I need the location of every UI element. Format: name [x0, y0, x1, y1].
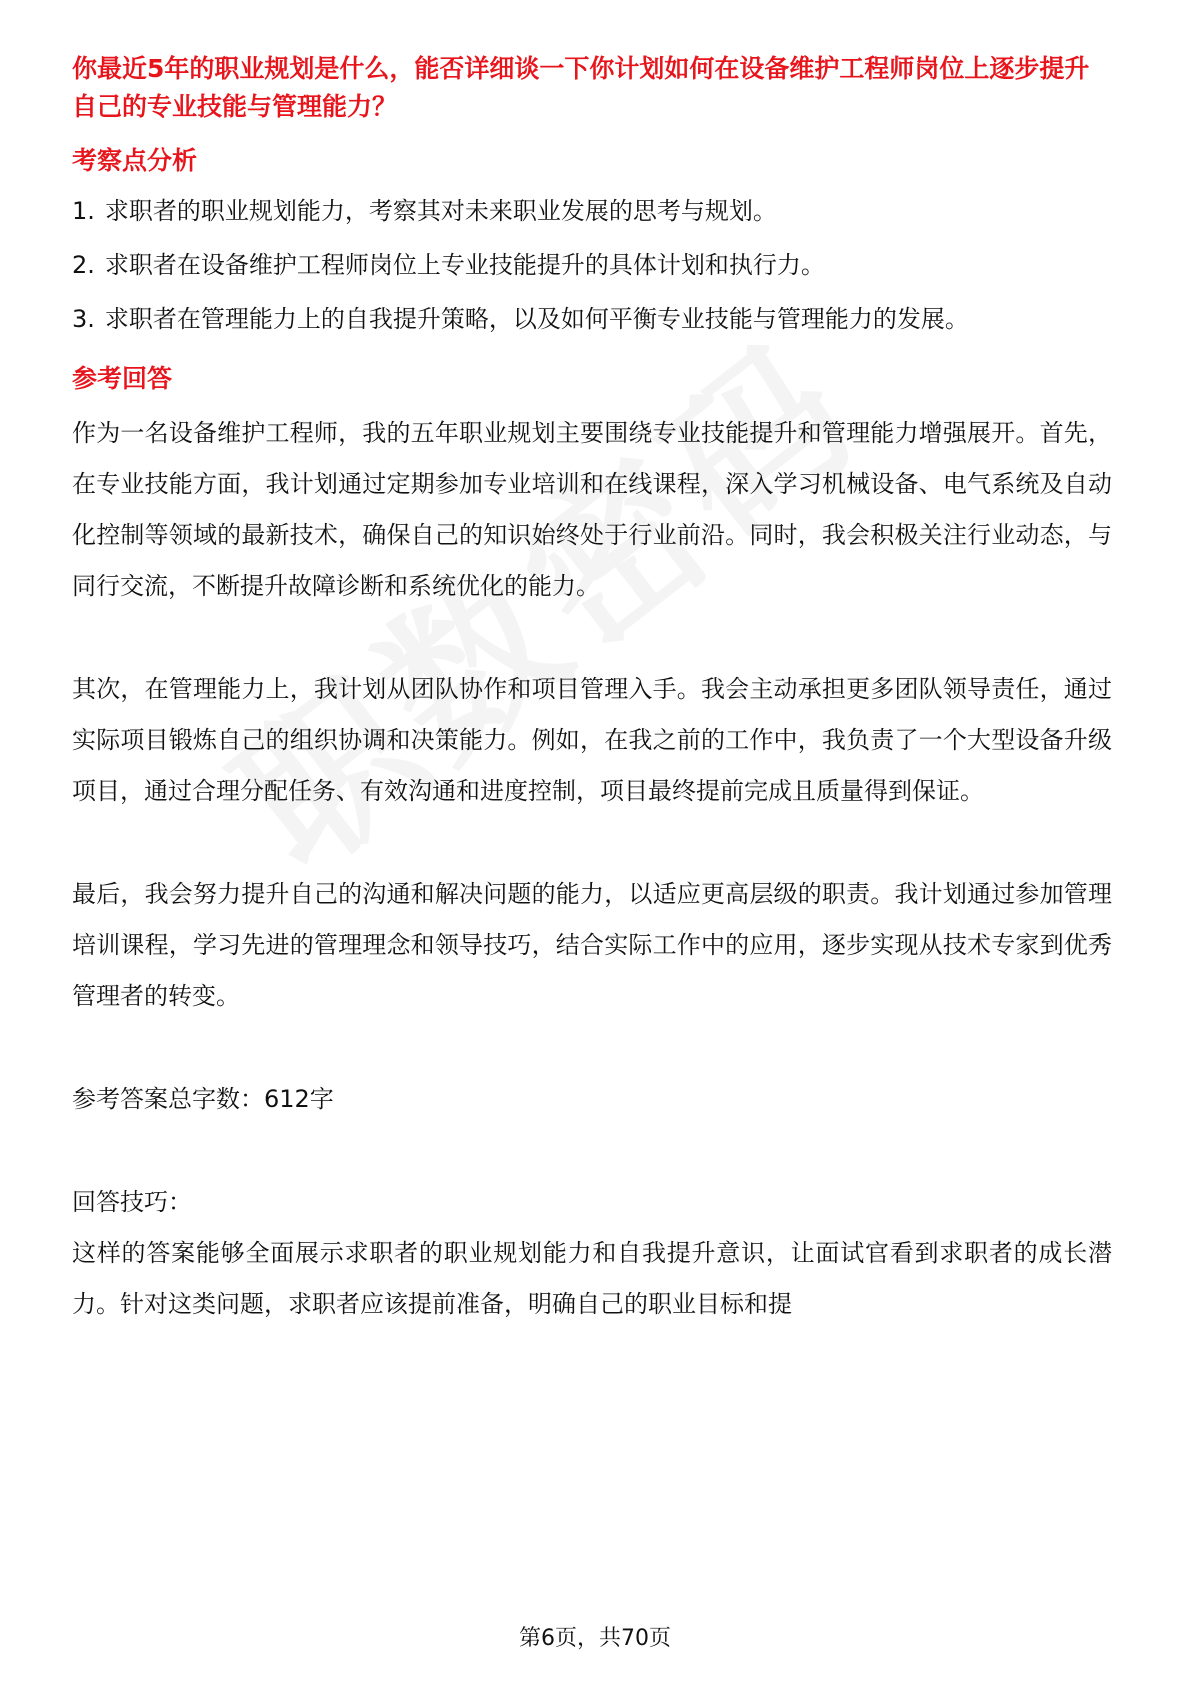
point-number: 2. — [72, 251, 95, 279]
paragraph-gap — [72, 817, 1112, 869]
analysis-point — [72, 244, 1112, 286]
answer-heading: 参考回答 — [72, 364, 173, 393]
paragraph-gap — [72, 612, 1112, 664]
answer-paragraph: 作为一名设备维护工程师，我的五年职业规划主要围绕专业技能提升和管理能力增强展开。首先，在专业技能方面，我计划通过定期参加专业培训和在线课程，深入学习机械设备、电气系统及自动化控制等领域的最新技术，确保自己的知识始终处于行业前沿。同时，我会积极关注行业动态，与同行交流，不断提升故障诊断和系统优化的能力。 — [72, 419, 1112, 600]
point-text: 求职者的职业规划能力，考察其对未来职业发展的思考与规划。 — [104, 197, 777, 225]
point-text: 求职者在设备维护工程师岗位上专业技能提升的具体计划和执行力。 — [104, 251, 825, 279]
page-number-footer: 第6页，共70页 — [519, 1626, 671, 1651]
answer-paragraph: 其次，在管理能力上，我计划从团队协作和项目管理入手。我会主动承担更多团队领导责任，通过实际项目锻炼自己的组织协调和决策能力。例如，在我之前的工作中，我负责了一个大型设备升级项目，通过合理分配任务、有效沟通和进度控制，项目最终提前完成且质量得到保证。 — [72, 675, 1112, 805]
word-count: 参考答案总字数：612字 — [72, 1085, 334, 1113]
tips-heading: 回答技巧： — [72, 1188, 192, 1216]
paragraph-gap — [72, 1022, 1112, 1074]
question-title: 你最近5年的职业规划是什么，能否详细谈一下你计划如何在设备维护工程师岗位上逐步提升自己的专业技能与管理能力？ — [72, 54, 1090, 121]
point-text: 求职者在管理能力上的自我提升策略，以及如何平衡专业技能与管理能力的发展。 — [104, 305, 969, 333]
point-number: 3. — [72, 305, 95, 333]
analysis-heading: 考察点分析 — [72, 146, 198, 175]
answer-paragraph: 最后，我会努力提升自己的沟通和解决问题的能力，以适应更高层级的职责。我计划通过参加管理培训课程，学习先进的管理理念和领导技巧，结合实际工作中的应用，逐步实现从技术专家到优秀管理者的转变。 — [72, 880, 1112, 1010]
point-number: 1. — [72, 197, 95, 225]
paragraph-gap — [72, 1125, 1112, 1177]
page-content — [72, 50, 1112, 1330]
analysis-point — [72, 298, 1112, 340]
analysis-points — [72, 190, 1112, 340]
analysis-point — [72, 190, 1112, 232]
tips-text: 这样的答案能够全面展示求职者的职业规划能力和自我提升意识，让面试官看到求职者的成长潜力。针对这类问题，求职者应该提前准备，明确自己的职业目标和提 — [72, 1239, 1112, 1318]
